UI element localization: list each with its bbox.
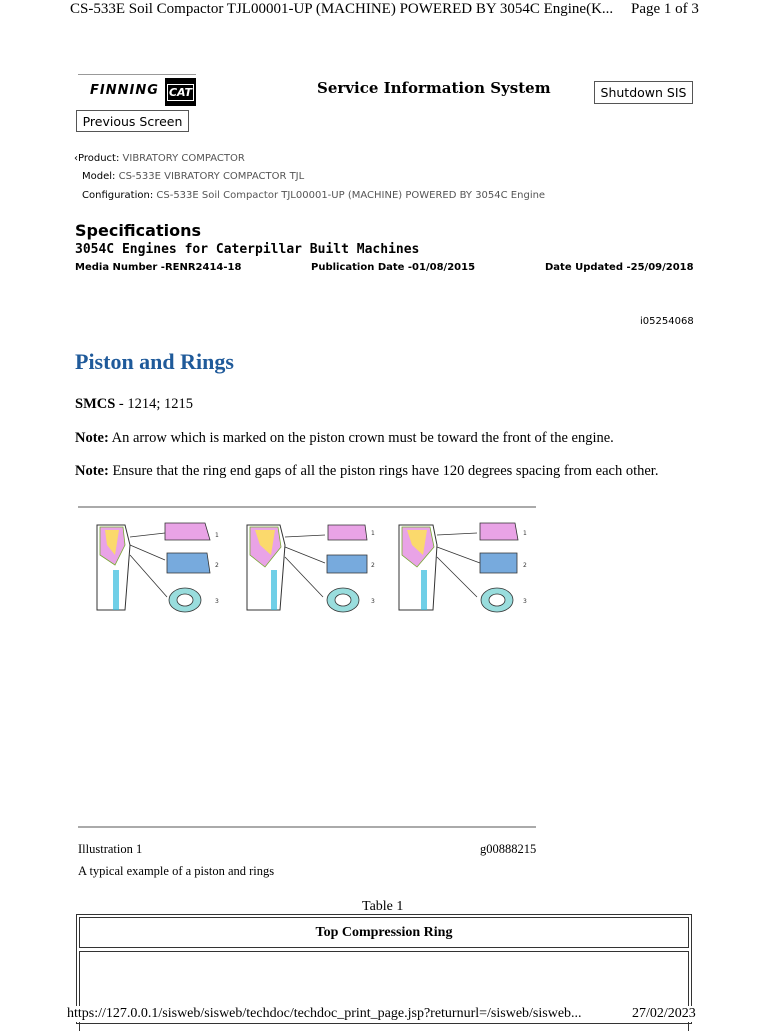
illustration-bottom-rule: [78, 826, 536, 828]
media-number: Media Number -RENR2414-18: [75, 262, 242, 273]
model-label: Model:: [82, 171, 116, 182]
smcs-line: [75, 396, 193, 413]
table-caption: Table 1: [362, 899, 404, 914]
illustration-id: g00888215: [480, 842, 537, 856]
previous-screen-button[interactable]: Previous Screen: [76, 110, 189, 132]
callout-2c: 2: [523, 562, 527, 569]
illustration-caption: A typical example of a piston and rings: [78, 864, 275, 878]
callout-3b: 3: [371, 598, 375, 605]
specifications-heading: Specifications: [75, 221, 201, 240]
date-updated: Date Updated -25/09/2018: [545, 262, 694, 273]
shutdown-sis-button[interactable]: Shutdown SIS: [594, 81, 693, 104]
config-value: CS-533E Soil Compactor TJL00001-UP (MACHINE) POWERED BY 3054C Engine: [156, 190, 546, 201]
note-2-text: Ensure that the ring end gaps of all the piston rings have 120 degrees spacing from each other.: [108, 463, 659, 479]
config-label: Configuration:: [82, 190, 154, 201]
note-1-text: An arrow which is marked on the piston crown must be toward the front of the engine.: [108, 430, 614, 446]
specifications-subheading: 3054C Engines for Caterpillar Built Machines: [75, 242, 420, 257]
back-arrow-icon[interactable]: ‹: [74, 153, 78, 164]
illustration-top-rule: [78, 506, 536, 508]
callout-2b: 2: [371, 562, 375, 569]
product-value: VIBRATORY COMPACTOR: [122, 153, 245, 164]
meta-configuration: [82, 190, 545, 201]
page-title: Piston and Rings: [75, 349, 234, 374]
piston-diagram-1: [97, 523, 210, 612]
finning-logo: FINNING: [90, 83, 159, 98]
cat-logo: [165, 78, 196, 106]
document-id: i05254068: [640, 316, 694, 327]
model-value: CS-533E VIBRATORY COMPACTOR TJL: [118, 171, 305, 182]
meta-product: [74, 153, 245, 164]
illustration-label: Illustration 1: [78, 842, 143, 856]
print-header-title: CS-533E Soil Compactor TJL00001-UP (MACHINE) POWERED BY 3054C Engine(K...: [70, 1, 614, 17]
note-1-label: Note:: [75, 430, 109, 446]
callout-2a: 2: [215, 562, 219, 569]
footer-date: 27/02/2023: [632, 1006, 696, 1021]
callout-1b: 1: [371, 530, 375, 537]
meta-model: [82, 171, 304, 182]
note-2-label: Note:: [75, 463, 109, 479]
sis-title: Service Information System: [317, 79, 551, 97]
callout-3a: 3: [215, 598, 219, 605]
callout-3c: 3: [523, 598, 527, 605]
piston-diagram-3: [399, 523, 518, 612]
smcs-label: SMCS: [75, 396, 116, 412]
smcs-value: - 1214; 1215: [115, 396, 194, 412]
cat-logo-text: CAT: [168, 85, 193, 99]
table-header-cell: Top Compression Ring: [79, 917, 689, 948]
piston-diagram-2: [247, 525, 367, 612]
piston-rings-illustration: [85, 515, 535, 620]
callout-1a: 1: [215, 532, 219, 539]
publication-date: Publication Date -01/08/2015: [311, 262, 476, 273]
print-header-page-number: Page 1 of 3: [631, 1, 699, 17]
product-label: Product:: [78, 153, 120, 164]
note-1: [75, 430, 614, 447]
note-2: [75, 463, 658, 480]
callout-1c: 1: [523, 530, 527, 537]
footer-url: https://127.0.0.1/sisweb/sisweb/techdoc/techdoc_print_page.jsp?returnurl=/sisweb/sisweb...: [67, 1006, 582, 1021]
